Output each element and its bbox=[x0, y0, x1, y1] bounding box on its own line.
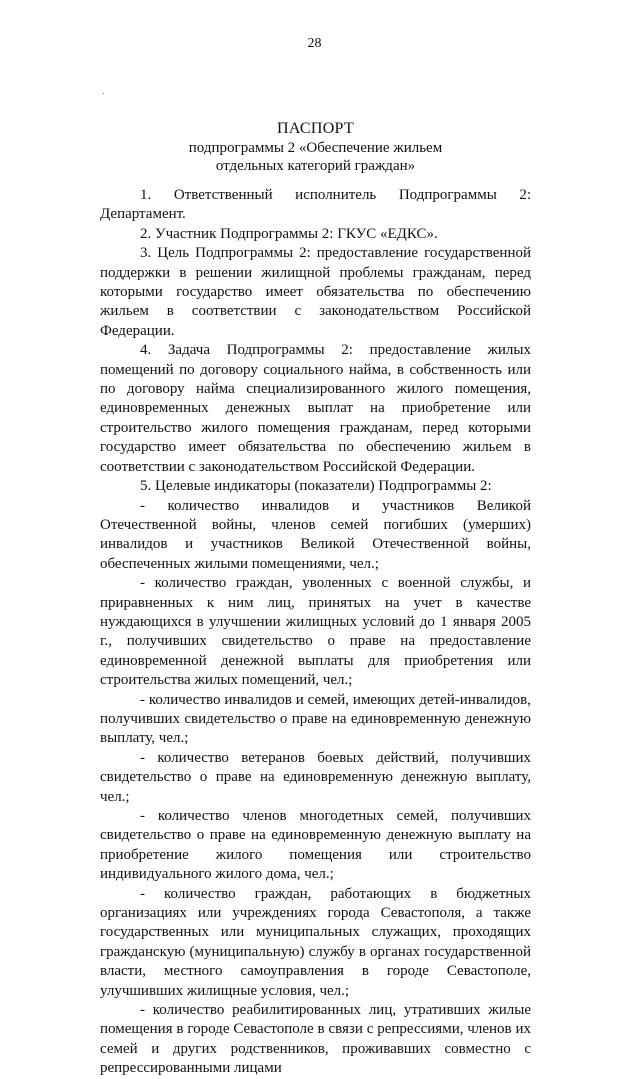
paragraph-responsible-executor: 1. Ответственный исполнитель Подпрограммы 2: Департамент. bbox=[100, 187, 531, 223]
indicator-item: - количество ветеранов боевых действий, получивших свидетельство о праве на единовременную денежную выплату, чел.; bbox=[100, 749, 531, 805]
paragraph-indicators-heading: 5. Целевые индикаторы (показатели) Подпрограммы 2: bbox=[140, 478, 492, 495]
scan-speck bbox=[103, 93, 104, 94]
paragraph-goal: 3. Цель Подпрограммы 2: предоставление государственной поддержки в решении жилищной проблемы гражданам, перед которыми государство имеет обязательства по обеспечению жильем в соответствии с законодательством Российской Федерации. bbox=[100, 245, 531, 339]
paragraph-participant: 2. Участник Подпрограммы 2: ГКУС «ЕДКС». bbox=[140, 225, 438, 242]
indicator-item: - количество членов многодетных семей, получивших свидетельство о праве на единовременную денежную выплату на приобретение жилого помещения или строительство индивидуального жилого дома, чел.; bbox=[100, 808, 531, 883]
indicator-item: - количество инвалидов и семей, имеющих детей-инвалидов, получивших свидетельство о праве на единовременную денежную выплату, чел.; bbox=[100, 691, 531, 747]
document-subtitle-line-2: отдельных категорий граждан» bbox=[215, 158, 416, 174]
passport-title-block bbox=[100, 120, 531, 176]
document-title: ПАСПОРТ bbox=[276, 120, 355, 137]
indicator-item: - количество инвалидов и участников Великой Отечественной войны, членов семей погибших (умерших) инвалидов и участников Великой Отечественной войны, обеспеченных жилыми помещениями, чел.; bbox=[100, 497, 531, 572]
page-number: 28 bbox=[307, 36, 322, 51]
paragraph-task: 4. Задача Подпрограммы 2: предоставление жилых помещений по договору социального найма, в собственность или по договору найма специализированного жилого помещения, единовременных денежных выплат на приобретение или строительство жилого помещения гражданам, перед которыми государство имеет обязательства по обеспечению жильем в соответствии с законодательством Российской Федерации. bbox=[100, 342, 531, 475]
document-body bbox=[100, 186, 531, 1079]
indicator-item: - количество граждан, уволенных с военной службы, и приравненных к ним лиц, принятых на учет в качестве нуждающихся в улучшении жилищных условий до 1 января 2005 г., получивших свидетельство о праве на предоставление единовременной денежной выплаты для приобретения или строительства жилых помещений, чел.; bbox=[100, 575, 531, 689]
indicator-item: - количество реабилитированных лиц, утративших жилые помещения в городе Севастополе в связи с репрессиями, членов их семей и других родственников, проживавших совместно с репрессированными лицами bbox=[100, 1002, 531, 1077]
document-subtitle-line-1: подпрограммы 2 «Обеспечение жильем bbox=[188, 139, 443, 156]
indicator-item: - количество граждан, работающих в бюджетных организациях или учреждениях города Севастополя, а также государственных или муниципальных служащих, проходящих гражданскую (муниципальную) службу в органах государственной власти, местного самоуправления в городе Севастополе, улучшивших жилищные условия, чел.; bbox=[100, 885, 531, 999]
